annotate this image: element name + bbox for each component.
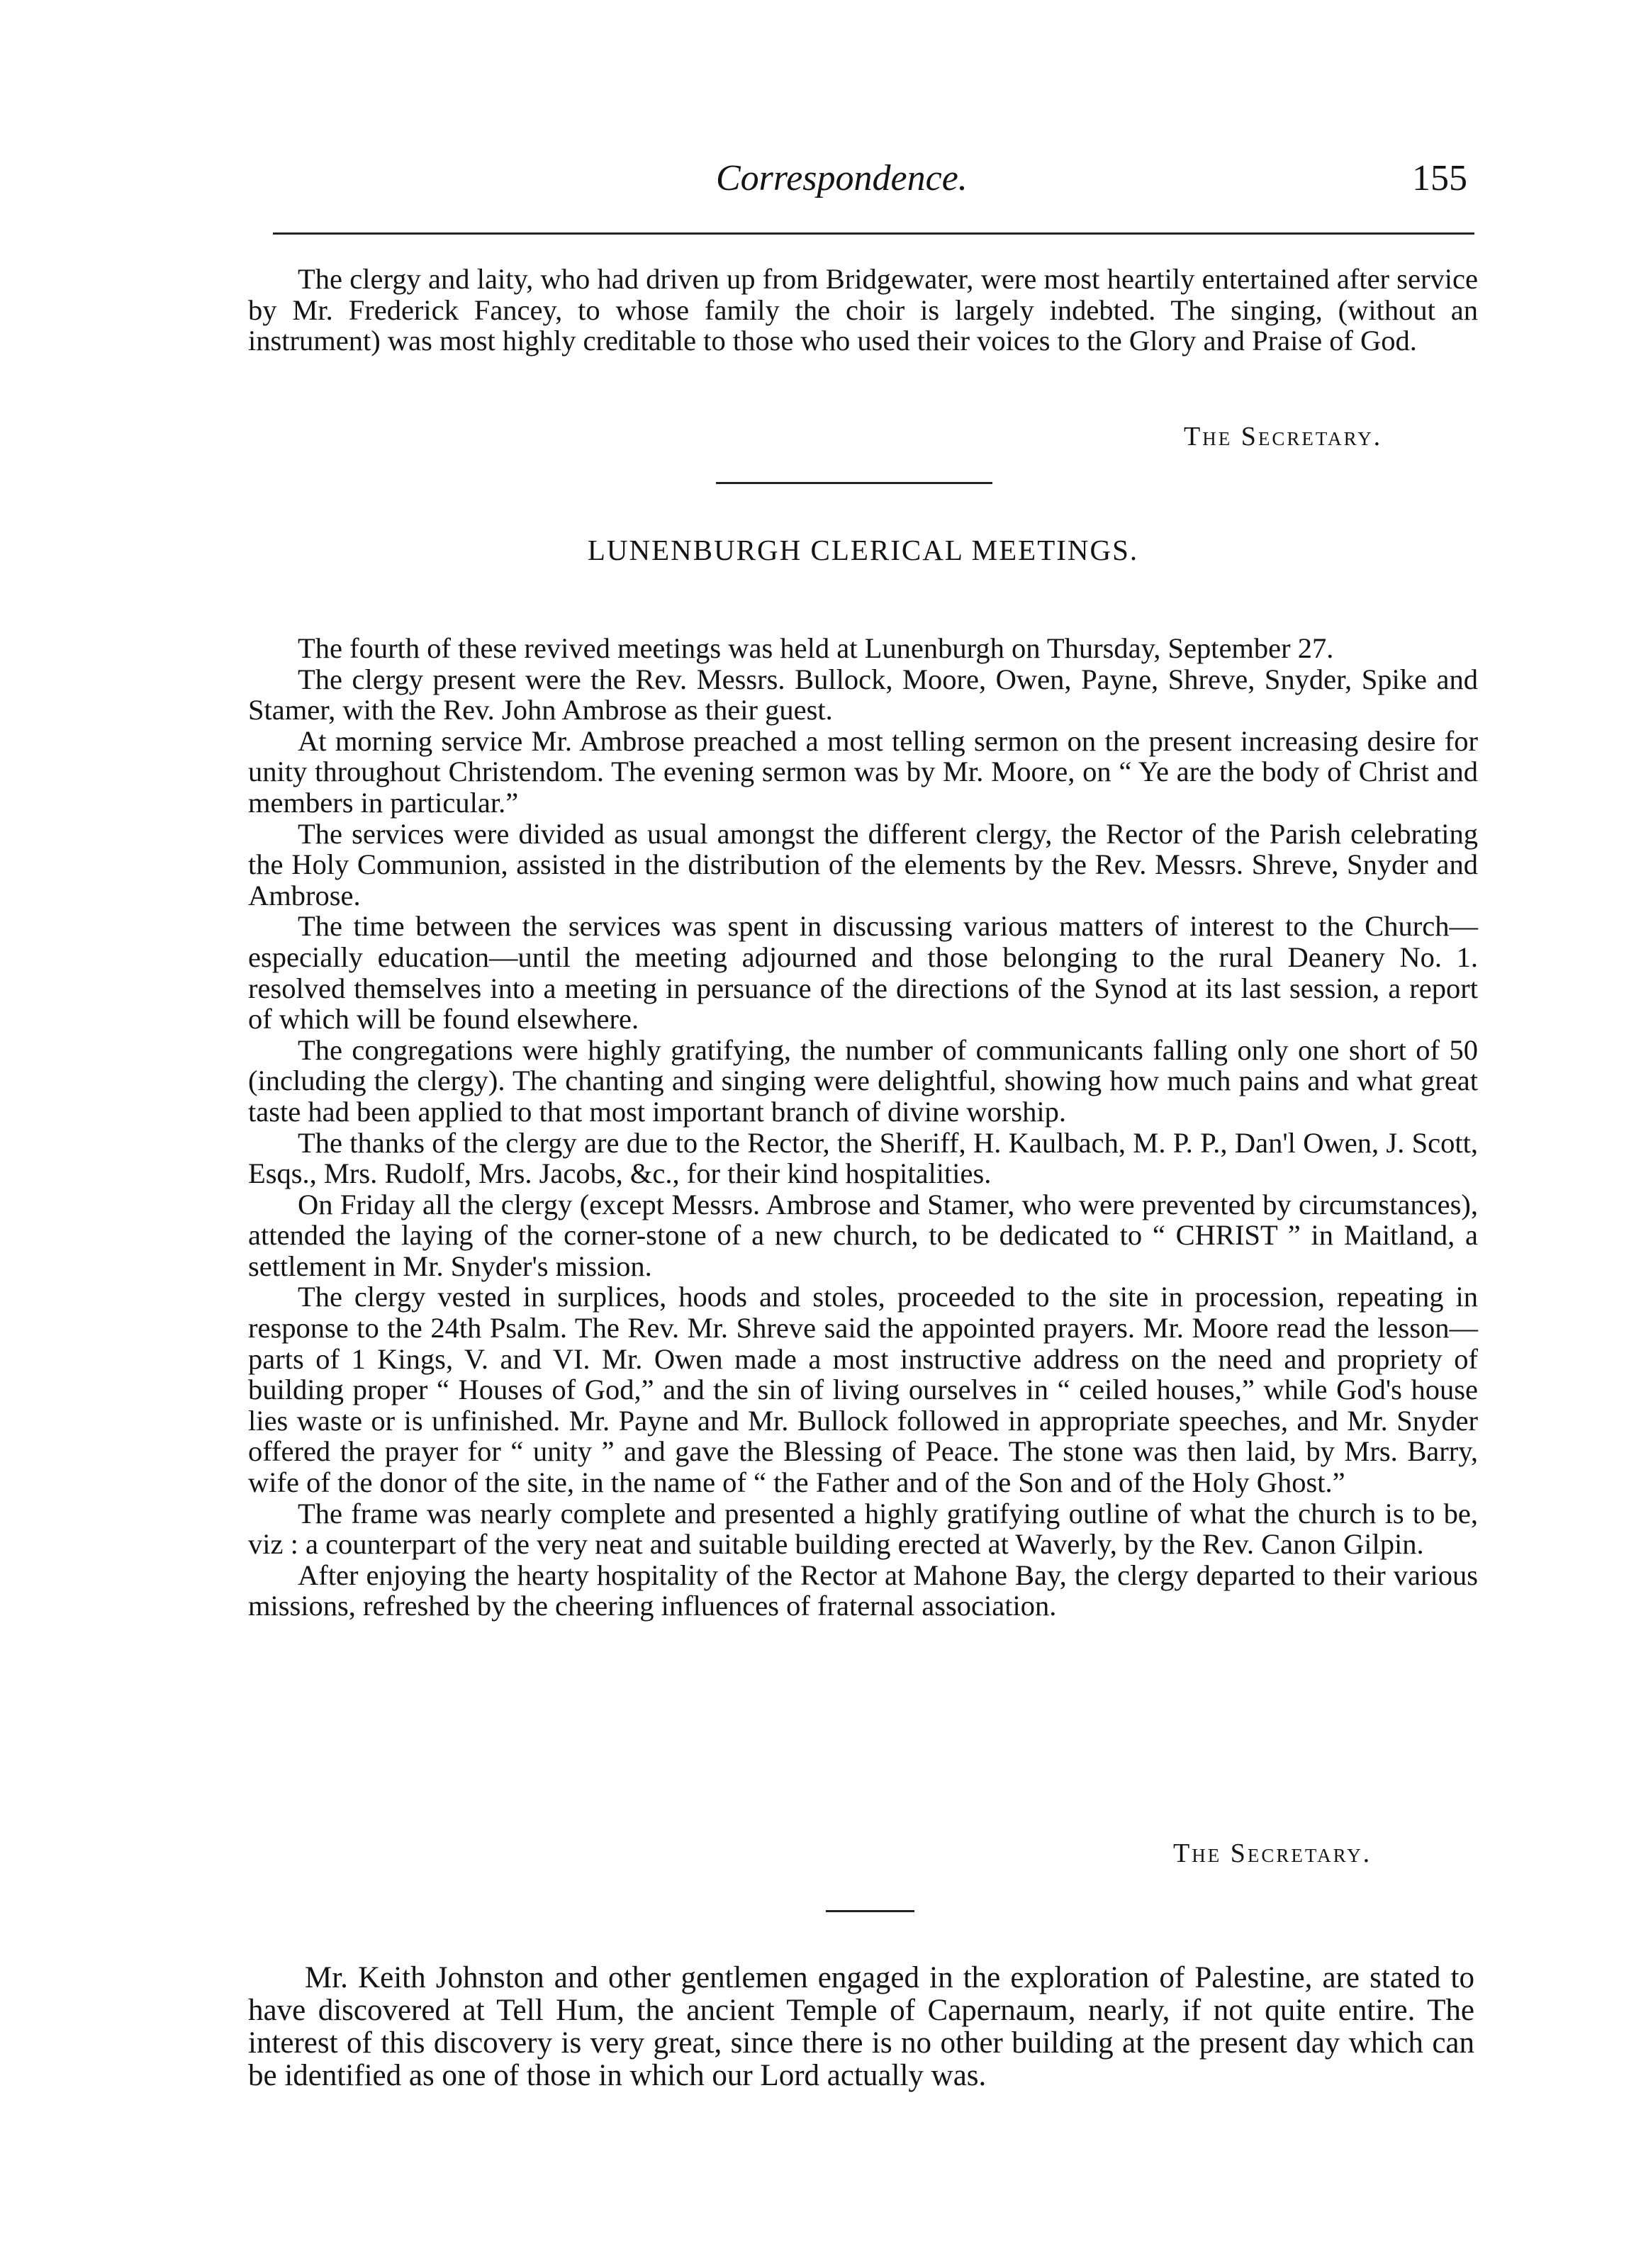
article-body	[248, 633, 1478, 1622]
article-paragraph: The congregations were highly gratifying, the number of communicants falling only one short of 50 (including the clergy). The chanting and singing were delightful, showing how much pains and what great taste had been applied to that most important branch of divine worship.	[248, 1033, 1478, 1128]
intro-block	[248, 264, 1478, 357]
article-paragraph: The services were divided as usual amongst the different clergy, the Rector of the Parish celebrating the Holy Communion, assisted in the distribution of the elements by the Rev. Messrs. Shreve, Snyder and Ambrose.	[248, 817, 1478, 911]
article-paragraph: The fourth of these revived meetings was held at Lunenburgh on Thursday, September 27.	[298, 632, 1334, 664]
article-paragraph: The clergy present were the Rev. Messrs. Bullock, Moore, Owen, Payne, Shreve, Snyder, Spike and Stamer, with the Rev. John Ambrose as their guest.	[248, 663, 1478, 726]
article-heading: LUNENBURGH CLERICAL MEETINGS.	[587, 534, 1139, 566]
article-paragraph: The thanks of the clergy are due to the Rector, the Sheriff, H. Kaulbach, M. P. P., Dan'l Owen, J. Scott, Esqs., Mrs. Rudolf, Mrs. Jacobs, &c., for their kind hospitalities.	[248, 1126, 1478, 1190]
article-signature: The Secretary.	[1173, 1838, 1372, 1868]
intro-signature: The Secretary.	[1184, 422, 1383, 451]
article-paragraph: The frame was nearly complete and presented a highly gratifying outline of what the church is to be, viz : a counterpart of the very neat and suitable building erected at Waverly, by the Rev. Canon Gilpin.	[248, 1497, 1478, 1561]
article-paragraph: At morning service Mr. Ambrose preached a most telling sermon on the present increasing desire for unity throughout Christendom. The evening sermon was by Mr. Moore, on “ Ye are the body of Christ and members in particular.”	[248, 724, 1478, 819]
page-number: 155	[1412, 158, 1467, 198]
section-divider	[716, 482, 992, 484]
article-paragraph: The clergy vested in surplices, hoods and stoles, proceeded to the site in procession, repeating in response to the 24th Psalm. The Rev. Mr. Shreve said the appointed prayers. Mr. Moore read the lesson—parts of 1 Kings, V. and VI. Mr. Owen made a most instructive address on the need and propriety of building proper “ Houses of God,” and the sin of living ourselves in “ ceiled houses,” while God's house lies waste or is unfinished. Mr. Payne and Mr. Bullock followed in appropriate speeches, and Mr. Snyder offered the prayer for “ unity ” and gave the Blessing of Peace. The stone was then laid, by Mrs. Barry, wife of the donor of the site, in the name of “ the Father and of the Son and of the Holy Ghost.”	[248, 1281, 1478, 1499]
article-paragraph: On Friday all the clergy (except Messrs. Ambrose and Stamer, who were prevented by circumstances), attended the laying of the corner-stone of a new church, to be dedicated to “ CHRIST ” in Maitland, a settlement in Mr. Snyder's mission.	[248, 1188, 1478, 1282]
notice-block	[248, 1962, 1474, 2092]
short-divider	[826, 1910, 914, 1912]
header-rule	[273, 232, 1474, 235]
article-paragraph: After enjoying the hearty hospitality of the Rector at Mahone Bay, the clergy departed to their various missions, refreshed by the cheering influences of fraternal association.	[248, 1559, 1478, 1622]
intro-paragraph: The clergy and laity, who had driven up from Bridgewater, were most heartily entertained after service by Mr. Frederick Fancey, to whose family the choir is largely indebted. The singing, (without an instrument) was most highly creditable to those who used their voices to the Glory and Praise of God.	[248, 263, 1478, 357]
page-header	[248, 157, 1467, 207]
article-paragraph: The time between the services was spent in discussing various matters of interest to the Church—especially education—until the meeting adjourned and those belonging to the rural Deanery No. 1. resolved themselves into a meeting in persuance of the directions of the Synod at its last session, a report of which will be found elsewhere.	[248, 910, 1478, 1035]
notice-paragraph: Mr. Keith Johnston and other gentlemen engaged in the exploration of Palestine, are stated to have discovered at Tell Hum, the ancient Temple of Capernaum, nearly, if not quite entire. The interest of this discovery is very great, since there is no other building at the present day which can be identified as one of those in which our Lord actually was.	[248, 1961, 1474, 2092]
running-title: Correspondence.	[716, 158, 968, 198]
